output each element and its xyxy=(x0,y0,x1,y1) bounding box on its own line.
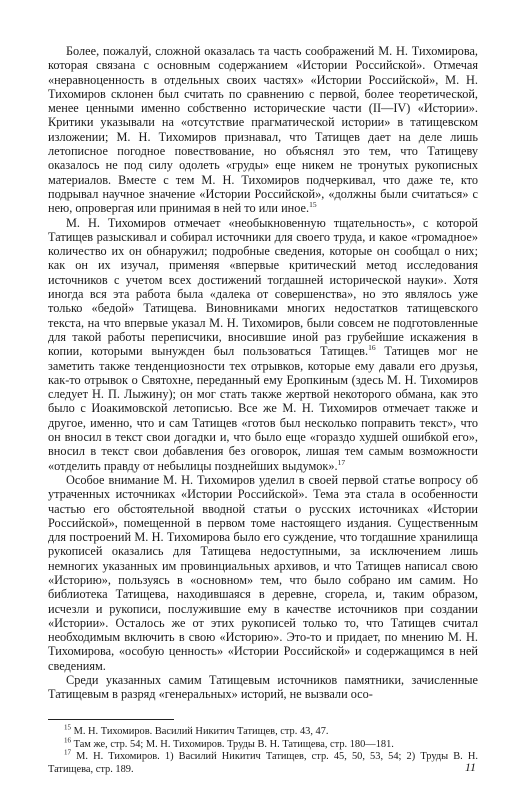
footnote-ref-15[interactable]: 15 xyxy=(309,200,317,210)
footnote-17: $^{17}$ М. Н. Тихомиров. 1) Василий Никитич Татищев, стр. 45, 50, 53, 54; 2) Труды В. Н. Татищева, стр. 189. xyxy=(48,748,478,775)
footnote-number: 17 xyxy=(64,748,71,757)
footnote-divider xyxy=(48,719,174,720)
footnote-number: 16 xyxy=(64,736,71,745)
footnote-number: 15 xyxy=(64,723,71,732)
paragraph-1: Более, пожалуй, сложной оказалась та часть соображений М. Н. Тихомирова, которая связана с основным содержанием «Истории Российской». Отмечая «неравноценность в отдельных своих частях» «Истории Российской», М. Н. Тихомиров склонен был считать по сравнению с первой, более теоретической, менее ценными именно собственно исторические части (II—IV) «Истории». Критики указывали на «отсутствие прагматической истории» в татищевском изложении; М. Н. Тихомиров признавал, что Татищев дает на деле лишь летописное погодное повествование, но объяснял это тем, что Татищеву оказалось не под силу одолеть «груды» еще никем не тронутых рукописных материалов. Вместе с тем М. Н. Тихомиров подчеркивал, что даже те, кто подрывал научное значение «Истории Российской», «должны были считаться» с нею, опровергая или принимая в ней то или иное.$^{15}$ xyxy=(48,44,478,216)
paragraph-4: Среди указанных самим Татищевым источников памятники, зачисленные Татищевым в разряд «генеральных» историй, не вызвали осо- xyxy=(48,673,478,702)
footnote-ref-16[interactable]: 16 xyxy=(368,343,376,353)
footnote-ref-17[interactable]: 17 xyxy=(337,457,346,467)
footnotes xyxy=(48,723,478,776)
footnote-16: $^{16}$ Там же, стр. 54; М. Н. Тихомиров. Труды В. Н. Татищева, стр. 180—181. xyxy=(64,736,394,750)
main-text xyxy=(48,44,478,702)
footnote-15: $^{15}$ М. Н. Тихомиров. Василий Никитич Татищев, стр. 43, 47. xyxy=(64,723,329,737)
page-number: 11 xyxy=(464,760,476,774)
paragraph-2: М. Н. Тихомиров отмечает «необыкновенную тщательность», с которой Татищев разыскивал и собирал источники для своего труда, и какое «громадное» количество их он обнаружил; подробные сведения, которые он сообщал о них; как он их изучал, применяя «впервые критический метод исследования источников с учетом всех достижений тогдашней исторической науки». Хотя иногда вся эта работа была «далека от совершенства», но это являлось уже только «бедой» Татищева. Виновниками многих недостатков татищевского текста, на что впервые указал М. Н. Тихомиров, были совсем не подготовленные для такой работы переписчики, вносившие иной раз грубейшие искажения в копии, которыми вынужден был пользоваться Татищев.$^{16}$ Татищев мог не заметить также тенденциозности тех отрывков, которые ему давали его друзья, как-то отрывок о Святохне, переданный ему Еропкиным (здесь М. Н. Тихомиров следует Н. П. Лыжину); он мог стать также жертвой некоторого обмана, как это было с Иоакимовской летописью. Все же М. Н. Тихомиров отмечает также и другое, именно, что и сам Татищев «готов был несколько поправить текст», что он вносил в текст свои догадки и, что было еще «гораздо худшей ошибкой его», вносил в текст свои добавления без оговорок, лишая тем самым возможности «отделить правду от небылицы позднейших выдумок».$^{17}$ xyxy=(48,215,478,473)
paragraph-3: Особое внимание М. Н. Тихомиров уделил в своей первой статье вопросу об утраченных источниках «Истории Российской». Тема эта стала в особенности частью его обстоятельной вводной статьи о русских источниках «Истории Российской», помещенной в первом томе настоящего издания. Существенным для построений М. Н. Тихомирова было его суждение, что тогдашние хранилища рукописей оказались для Татищева недоступными, за исключением лишь немногих указанных им провинциальных архивов, и что Татищев написал свою «Историю», пользуясь в «основном» тем, что было собрано им самим. Но библиотека Татищева, находившаяся в деревне, сгорела, и, таким образом, исчезли и рукописи, послужившие ему в качестве источников при создании «Истории». Осталось же от этих рукописей только то, что Татищев считал необходимым включить в свою «Историю». Это-то и придает, по мнению М. Н. Тихомирова, «особую ценность» «Истории Российской» и содержащимся в ней сведениям. xyxy=(48,472,478,673)
